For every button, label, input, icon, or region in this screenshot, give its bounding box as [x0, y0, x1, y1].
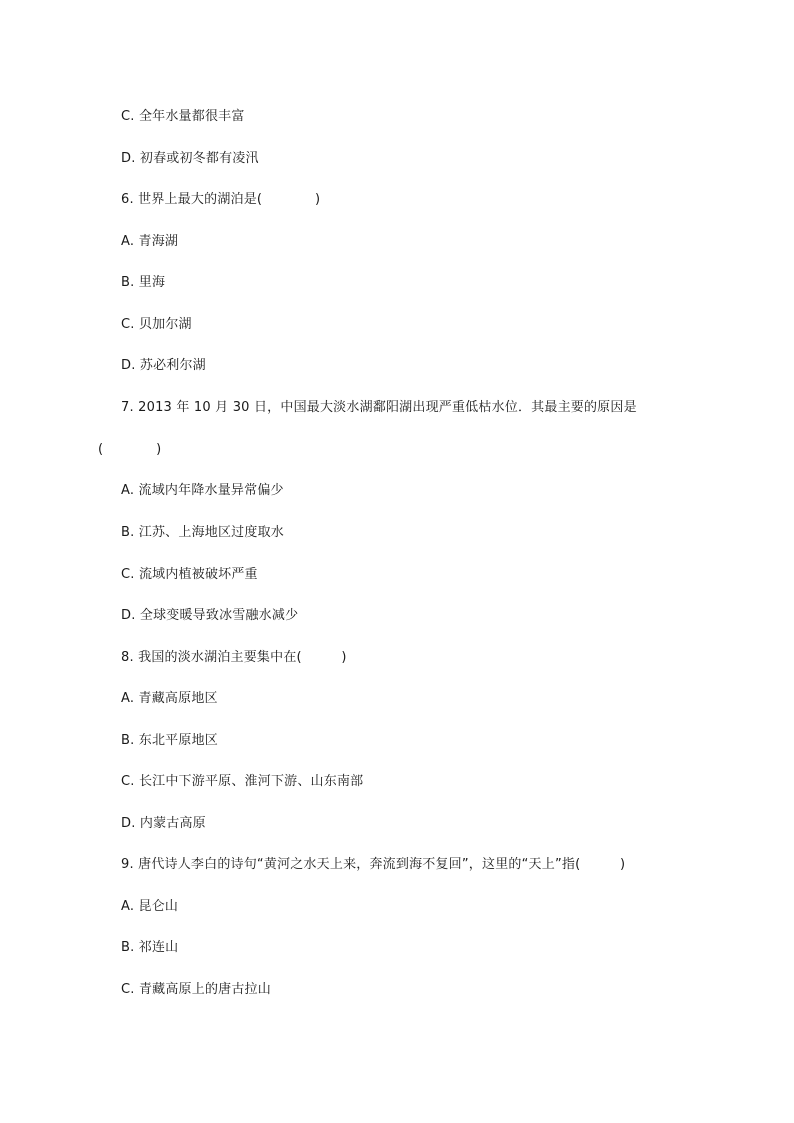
- option-8d: D. 内蒙古高原: [121, 816, 206, 831]
- option-8b: B. 东北平原地区: [121, 733, 218, 748]
- question-7-bracket: ( ): [98, 442, 162, 457]
- option-8a: A. 青藏高原地区: [121, 691, 218, 706]
- question-7: 7. 2013 年 10 月 30 日，中国最大淡水湖鄱阳湖出现严重低枯水位．其最主要的原因是: [121, 400, 637, 415]
- option-6a: A. 青海湖: [121, 234, 179, 249]
- option-6b: B. 里海: [121, 275, 166, 290]
- option-9b: B. 祁连山: [121, 940, 179, 955]
- question-9: 9. 唐代诗人李白的诗句“黄河之水天上来，奔流到海不复回”，这里的“天上”指( ): [121, 857, 626, 872]
- question-6: 6. 世界上最大的湖泊是( ): [121, 192, 321, 207]
- option-9c: C. 青藏高原上的唐古拉山: [121, 982, 271, 997]
- option-8c: C. 长江中下游平原、淮河下游、山东南部: [121, 774, 364, 789]
- option-7d: D. 全球变暖导致冰雪融水减少: [121, 608, 299, 623]
- option-9a: A. 昆仑山: [121, 899, 179, 914]
- option-7b: B. 江苏、上海地区过度取水: [121, 525, 284, 540]
- option-6c: C. 贝加尔湖: [121, 317, 192, 332]
- option-5c: C. 全年水量都很丰富: [121, 109, 245, 124]
- option-5d: D. 初春或初冬都有凌汛: [121, 151, 259, 166]
- option-7c: C. 流域内植被破坏严重: [121, 567, 258, 582]
- question-8: 8. 我国的淡水湖泊主要集中在( ): [121, 650, 347, 665]
- option-7a: A. 流域内年降水量异常偏少: [121, 483, 284, 498]
- option-6d: D. 苏必利尔湖: [121, 358, 206, 373]
